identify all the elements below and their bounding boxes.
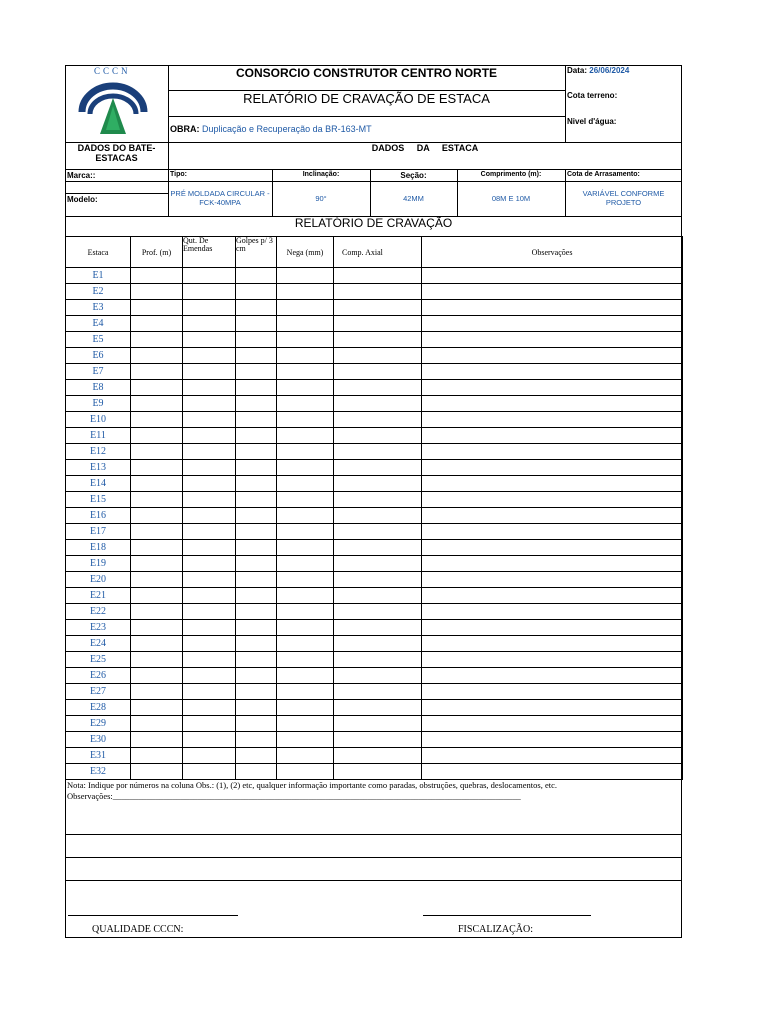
table-cell[interactable]	[131, 316, 183, 332]
table-cell[interactable]	[183, 588, 236, 604]
table-cell[interactable]	[183, 652, 236, 668]
col-observacoes: Observações	[422, 237, 683, 268]
table-row	[66, 700, 683, 716]
table-cell[interactable]	[183, 700, 236, 716]
table-cell[interactable]	[131, 716, 183, 732]
table-cell[interactable]	[183, 268, 236, 284]
table-cell[interactable]	[277, 732, 334, 748]
table-cell[interactable]	[422, 732, 683, 748]
bate-estacas-title: DADOS DO BATE-ESTACAS	[77, 143, 156, 163]
table-row	[66, 732, 683, 748]
estaca-id: E21	[66, 588, 131, 604]
table-cell[interactable]	[131, 748, 183, 764]
table-cell[interactable]	[422, 268, 683, 284]
table-cell[interactable]	[236, 380, 277, 396]
table-cell[interactable]	[236, 732, 277, 748]
estaca-id: E5	[66, 332, 131, 348]
table-cell[interactable]	[277, 316, 334, 332]
table-row	[66, 364, 683, 380]
table-cell[interactable]	[422, 604, 683, 620]
col-estaca: Estaca	[66, 237, 131, 268]
table-row	[66, 572, 683, 588]
table-cell[interactable]	[334, 636, 422, 652]
table-cell[interactable]	[422, 396, 683, 412]
table-cell[interactable]	[131, 700, 183, 716]
table-row	[66, 524, 683, 540]
table-cell[interactable]	[236, 332, 277, 348]
table-cell[interactable]	[422, 332, 683, 348]
table-row	[66, 540, 683, 556]
estaca-id: E10	[66, 412, 131, 428]
table-row	[66, 332, 683, 348]
table-cell[interactable]	[422, 684, 683, 700]
estaca-id: E22	[66, 604, 131, 620]
estaca-id: E12	[66, 444, 131, 460]
comprimento-label: Comprimento (m):	[480, 171, 542, 178]
table-cell[interactable]	[183, 316, 236, 332]
table-cell[interactable]	[277, 748, 334, 764]
table-cell[interactable]	[183, 684, 236, 700]
table-cell[interactable]	[334, 732, 422, 748]
table-row	[66, 396, 683, 412]
table-cell[interactable]	[131, 380, 183, 396]
table-cell[interactable]	[277, 652, 334, 668]
cota-terreno-label: Cota terreno:	[567, 91, 618, 100]
table-cell[interactable]	[183, 492, 236, 508]
qualidade-label: QUALIDADE CCCN:	[92, 924, 184, 935]
table-cell[interactable]	[131, 284, 183, 300]
table-row	[66, 300, 683, 316]
table-row	[66, 460, 683, 476]
table-cell[interactable]	[334, 668, 422, 684]
observacoes-text: Observações:________________________________________________________________________________________________	[67, 791, 521, 801]
table-cell[interactable]	[277, 716, 334, 732]
table-cell[interactable]	[334, 700, 422, 716]
table-cell[interactable]	[422, 508, 683, 524]
table-cell[interactable]	[236, 700, 277, 716]
table-cell[interactable]	[236, 300, 277, 316]
obra-line	[170, 124, 372, 134]
table-cell[interactable]	[277, 684, 334, 700]
table-cell[interactable]	[131, 348, 183, 364]
table-cell[interactable]	[183, 476, 236, 492]
table-cell[interactable]	[236, 476, 277, 492]
table-cell[interactable]	[131, 684, 183, 700]
inclinacao-label: Inclinação:	[302, 171, 340, 178]
table-cell[interactable]	[334, 524, 422, 540]
table-cell[interactable]	[334, 428, 422, 444]
table-cell[interactable]	[236, 636, 277, 652]
table-cell[interactable]	[131, 652, 183, 668]
company-name: CONSORCIO CONSTRUTOR CENTRO NORTE	[235, 66, 498, 80]
obra-label: OBRA:	[170, 124, 200, 134]
table-row	[66, 764, 683, 780]
table-cell[interactable]	[334, 748, 422, 764]
table-cell[interactable]	[422, 716, 683, 732]
table-cell[interactable]	[277, 588, 334, 604]
table-cell[interactable]	[277, 348, 334, 364]
table-cell[interactable]	[334, 604, 422, 620]
table-cell[interactable]	[131, 620, 183, 636]
table-cell[interactable]	[422, 316, 683, 332]
estaca-id: E30	[66, 732, 131, 748]
table-row	[66, 556, 683, 572]
table-cell[interactable]	[422, 284, 683, 300]
estaca-id: E20	[66, 572, 131, 588]
estaca-id: E6	[66, 348, 131, 364]
table-cell[interactable]	[236, 620, 277, 636]
estaca-id: E1	[66, 268, 131, 284]
table-cell[interactable]	[334, 684, 422, 700]
table-cell[interactable]	[334, 492, 422, 508]
estaca-id: E32	[66, 764, 131, 780]
table-cell[interactable]	[131, 300, 183, 316]
table-cell[interactable]	[131, 588, 183, 604]
table-cell[interactable]	[183, 444, 236, 460]
col-prof: Prof. (m)	[131, 237, 183, 268]
table-cell[interactable]	[131, 668, 183, 684]
table-cell[interactable]	[277, 540, 334, 556]
table-cell[interactable]	[334, 764, 422, 780]
table-cell[interactable]	[422, 380, 683, 396]
table-cell[interactable]	[236, 348, 277, 364]
table-cell[interactable]	[334, 284, 422, 300]
table-row	[66, 716, 683, 732]
table-row	[66, 604, 683, 620]
tipo-value: PRÉ MOLDADA CIRCULAR - FCK-40MPA	[170, 189, 270, 207]
table-cell[interactable]	[236, 412, 277, 428]
table-cell[interactable]	[183, 732, 236, 748]
table-cell[interactable]	[422, 668, 683, 684]
table-cell[interactable]	[334, 540, 422, 556]
table-cell[interactable]	[277, 620, 334, 636]
table-cell[interactable]	[236, 444, 277, 460]
table-cell[interactable]	[277, 556, 334, 572]
estaca-id: E26	[66, 668, 131, 684]
table-cell[interactable]	[236, 684, 277, 700]
data-label: Data:	[567, 66, 588, 75]
table-cell[interactable]	[236, 652, 277, 668]
estaca-id: E11	[66, 428, 131, 444]
table-cell[interactable]	[334, 572, 422, 588]
data-value: 26/06/2024	[589, 66, 630, 75]
cravacao-section-title: RELATÓRIO DE CRAVAÇÃO	[294, 216, 453, 230]
table-cell[interactable]	[131, 428, 183, 444]
table-cell[interactable]	[277, 604, 334, 620]
table-cell[interactable]	[422, 748, 683, 764]
data-field	[567, 66, 629, 75]
cota-arrasamento-label: Cota de Arrasamento:	[567, 171, 640, 178]
table-cell[interactable]	[183, 668, 236, 684]
comprimento-value: 08M E 10M	[491, 194, 531, 203]
table-cell[interactable]	[422, 348, 683, 364]
cravacao-table	[65, 236, 683, 780]
table-cell[interactable]	[131, 508, 183, 524]
table-cell[interactable]	[334, 620, 422, 636]
table-cell[interactable]	[131, 556, 183, 572]
table-cell[interactable]	[334, 508, 422, 524]
table-row	[66, 476, 683, 492]
table-cell[interactable]	[422, 556, 683, 572]
table-cell[interactable]	[334, 556, 422, 572]
estaca-id: E14	[66, 476, 131, 492]
table-cell[interactable]	[277, 412, 334, 428]
table-cell[interactable]	[277, 396, 334, 412]
fiscalizacao-label: FISCALIZAÇÃO:	[458, 924, 534, 935]
table-cell[interactable]	[334, 268, 422, 284]
table-cell[interactable]	[183, 508, 236, 524]
table-cell[interactable]	[422, 300, 683, 316]
table-row	[66, 492, 683, 508]
secao-value: 42MM	[403, 194, 424, 203]
table-cell[interactable]	[277, 572, 334, 588]
col-golpes: Golpes p/ 3 cm	[236, 237, 277, 268]
estaca-id: E29	[66, 716, 131, 732]
fiscalizacao-signature-line	[423, 915, 591, 916]
table-cell[interactable]	[422, 476, 683, 492]
table-cell[interactable]	[236, 492, 277, 508]
table-row	[66, 748, 683, 764]
logo-icon	[76, 78, 150, 140]
col-emendas: Qut. De Emendas	[183, 237, 236, 268]
table-cell[interactable]	[277, 460, 334, 476]
table-cell[interactable]	[422, 444, 683, 460]
table-cell[interactable]	[277, 476, 334, 492]
table-row	[66, 588, 683, 604]
table-cell[interactable]	[183, 636, 236, 652]
table-row	[66, 636, 683, 652]
modelo-label: Modelo:	[67, 195, 98, 204]
table-cell[interactable]	[422, 428, 683, 444]
table-cell[interactable]	[236, 268, 277, 284]
table-cell[interactable]	[422, 588, 683, 604]
table-cell[interactable]	[183, 524, 236, 540]
table-cell[interactable]	[183, 556, 236, 572]
table-cell[interactable]	[334, 716, 422, 732]
obra-value: Duplicação e Recuperação da BR-163-MT	[202, 124, 372, 134]
estaca-id: E27	[66, 684, 131, 700]
table-cell[interactable]	[334, 332, 422, 348]
table-cell[interactable]	[131, 268, 183, 284]
table-cell[interactable]	[183, 764, 236, 780]
qualidade-signature-line	[68, 915, 238, 916]
table-cell[interactable]	[334, 460, 422, 476]
estaca-id: E24	[66, 636, 131, 652]
table-cell[interactable]	[277, 492, 334, 508]
table-cell[interactable]	[236, 604, 277, 620]
table-cell[interactable]	[422, 652, 683, 668]
table-cell[interactable]	[131, 332, 183, 348]
table-cell[interactable]	[236, 316, 277, 332]
table-cell[interactable]	[422, 524, 683, 540]
table-cell[interactable]	[277, 444, 334, 460]
table-cell[interactable]	[131, 364, 183, 380]
table-cell[interactable]	[422, 540, 683, 556]
table-cell[interactable]	[131, 524, 183, 540]
estaca-id: E9	[66, 396, 131, 412]
estaca-id: E28	[66, 700, 131, 716]
table-cell[interactable]	[183, 620, 236, 636]
estaca-id: E17	[66, 524, 131, 540]
table-cell[interactable]	[277, 508, 334, 524]
estaca-id: E15	[66, 492, 131, 508]
table-cell[interactable]	[236, 572, 277, 588]
table-cell[interactable]	[236, 588, 277, 604]
dados-estaca-title: DADOS DA ESTACA	[371, 143, 479, 153]
table-cell[interactable]	[183, 284, 236, 300]
nota-text: Nota: Indique por números na coluna Obs.: (1), (2) etc, qualquer informação importante como paradas, obstruções, quebras, deslocamentos, etc.	[67, 780, 558, 790]
table-row	[66, 316, 683, 332]
table-cell[interactable]	[183, 300, 236, 316]
estaca-id: E4	[66, 316, 131, 332]
col-comp-axial: Comp. Axial	[334, 237, 422, 268]
table-cell[interactable]	[131, 540, 183, 556]
table-cell[interactable]	[236, 668, 277, 684]
table-cell[interactable]	[277, 268, 334, 284]
table-cell[interactable]	[236, 716, 277, 732]
table-cell[interactable]	[131, 492, 183, 508]
table-cell[interactable]	[183, 396, 236, 412]
table-row	[66, 284, 683, 300]
table-cell[interactable]	[422, 620, 683, 636]
table-cell[interactable]	[236, 428, 277, 444]
table-cell[interactable]	[183, 540, 236, 556]
table-cell[interactable]	[183, 604, 236, 620]
table-cell[interactable]	[334, 588, 422, 604]
cota-arrasamento-value: VARIÁVEL CONFORME PROJETO	[582, 189, 665, 207]
table-row	[66, 620, 683, 636]
table-cell[interactable]	[277, 700, 334, 716]
table-cell[interactable]	[183, 428, 236, 444]
table-cell[interactable]	[334, 300, 422, 316]
table-cell[interactable]	[422, 412, 683, 428]
table-cell[interactable]	[131, 412, 183, 428]
estaca-id: E16	[66, 508, 131, 524]
table-cell[interactable]	[131, 396, 183, 412]
table-cell[interactable]	[183, 364, 236, 380]
estaca-id: E3	[66, 300, 131, 316]
table-cell[interactable]	[131, 444, 183, 460]
table-cell[interactable]	[277, 300, 334, 316]
table-cell[interactable]	[334, 444, 422, 460]
table-row	[66, 348, 683, 364]
table-cell[interactable]	[183, 572, 236, 588]
table-cell[interactable]	[236, 748, 277, 764]
table-cell[interactable]	[236, 396, 277, 412]
table-cell[interactable]	[334, 316, 422, 332]
estaca-id: E8	[66, 380, 131, 396]
table-cell[interactable]	[422, 700, 683, 716]
table-cell[interactable]	[131, 764, 183, 780]
table-header-row	[66, 237, 683, 268]
table-cell[interactable]	[334, 348, 422, 364]
table-cell[interactable]	[183, 332, 236, 348]
estaca-id: E23	[66, 620, 131, 636]
table-cell[interactable]	[183, 380, 236, 396]
table-cell[interactable]	[422, 364, 683, 380]
table-row	[66, 268, 683, 284]
table-cell[interactable]	[131, 604, 183, 620]
table-cell[interactable]	[334, 652, 422, 668]
estaca-id: E7	[66, 364, 131, 380]
table-cell[interactable]	[236, 508, 277, 524]
table-cell[interactable]	[334, 412, 422, 428]
estaca-id: E13	[66, 460, 131, 476]
table-cell[interactable]	[236, 556, 277, 572]
table-cell[interactable]	[236, 540, 277, 556]
table-cell[interactable]	[236, 524, 277, 540]
table-cell[interactable]	[131, 572, 183, 588]
table-cell[interactable]	[277, 380, 334, 396]
table-cell[interactable]	[131, 476, 183, 492]
page-title: RELATÓRIO DE CRAVAÇÃO DE ESTACA	[243, 91, 490, 106]
table-cell[interactable]	[236, 284, 277, 300]
table-row	[66, 508, 683, 524]
table-cell[interactable]	[422, 764, 683, 780]
tipo-label: Tipo:	[170, 171, 187, 178]
table-cell[interactable]	[183, 412, 236, 428]
table-cell[interactable]	[422, 572, 683, 588]
table-cell[interactable]	[131, 460, 183, 476]
table-cell[interactable]	[277, 428, 334, 444]
table-cell[interactable]	[183, 716, 236, 732]
table-cell[interactable]	[277, 284, 334, 300]
estaca-id: E31	[66, 748, 131, 764]
table-cell[interactable]	[236, 460, 277, 476]
estaca-id: E25	[66, 652, 131, 668]
table-row	[66, 444, 683, 460]
table-cell[interactable]	[422, 492, 683, 508]
table-cell[interactable]	[334, 380, 422, 396]
table-row	[66, 428, 683, 444]
estaca-id: E19	[66, 556, 131, 572]
nivel-agua-label: Nivel d'água:	[567, 117, 617, 126]
col-nega: Nega (mm)	[277, 237, 334, 268]
table-cell[interactable]	[277, 524, 334, 540]
marca-label: Marca::	[67, 171, 96, 180]
table-row	[66, 684, 683, 700]
table-cell[interactable]	[334, 476, 422, 492]
table-cell[interactable]	[236, 364, 277, 380]
table-cell[interactable]	[277, 668, 334, 684]
table-cell[interactable]	[334, 396, 422, 412]
table-cell[interactable]	[334, 364, 422, 380]
secao-label: Seção:	[400, 171, 427, 180]
table-cell[interactable]	[183, 348, 236, 364]
estaca-id: E18	[66, 540, 131, 556]
table-cell[interactable]	[277, 364, 334, 380]
table-cell[interactable]	[277, 636, 334, 652]
table-cell[interactable]	[183, 460, 236, 476]
table-cell[interactable]	[183, 748, 236, 764]
logo-text: CCCN	[94, 66, 131, 76]
table-cell[interactable]	[422, 636, 683, 652]
table-cell[interactable]	[131, 732, 183, 748]
table-cell[interactable]	[131, 636, 183, 652]
table-row	[66, 412, 683, 428]
estaca-id: E2	[66, 284, 131, 300]
table-cell[interactable]	[422, 460, 683, 476]
table-cell[interactable]	[277, 764, 334, 780]
table-row	[66, 380, 683, 396]
inclinacao-value: 90°	[315, 194, 327, 203]
table-row	[66, 652, 683, 668]
table-row	[66, 668, 683, 684]
table-cell[interactable]	[236, 764, 277, 780]
table-cell[interactable]	[277, 332, 334, 348]
